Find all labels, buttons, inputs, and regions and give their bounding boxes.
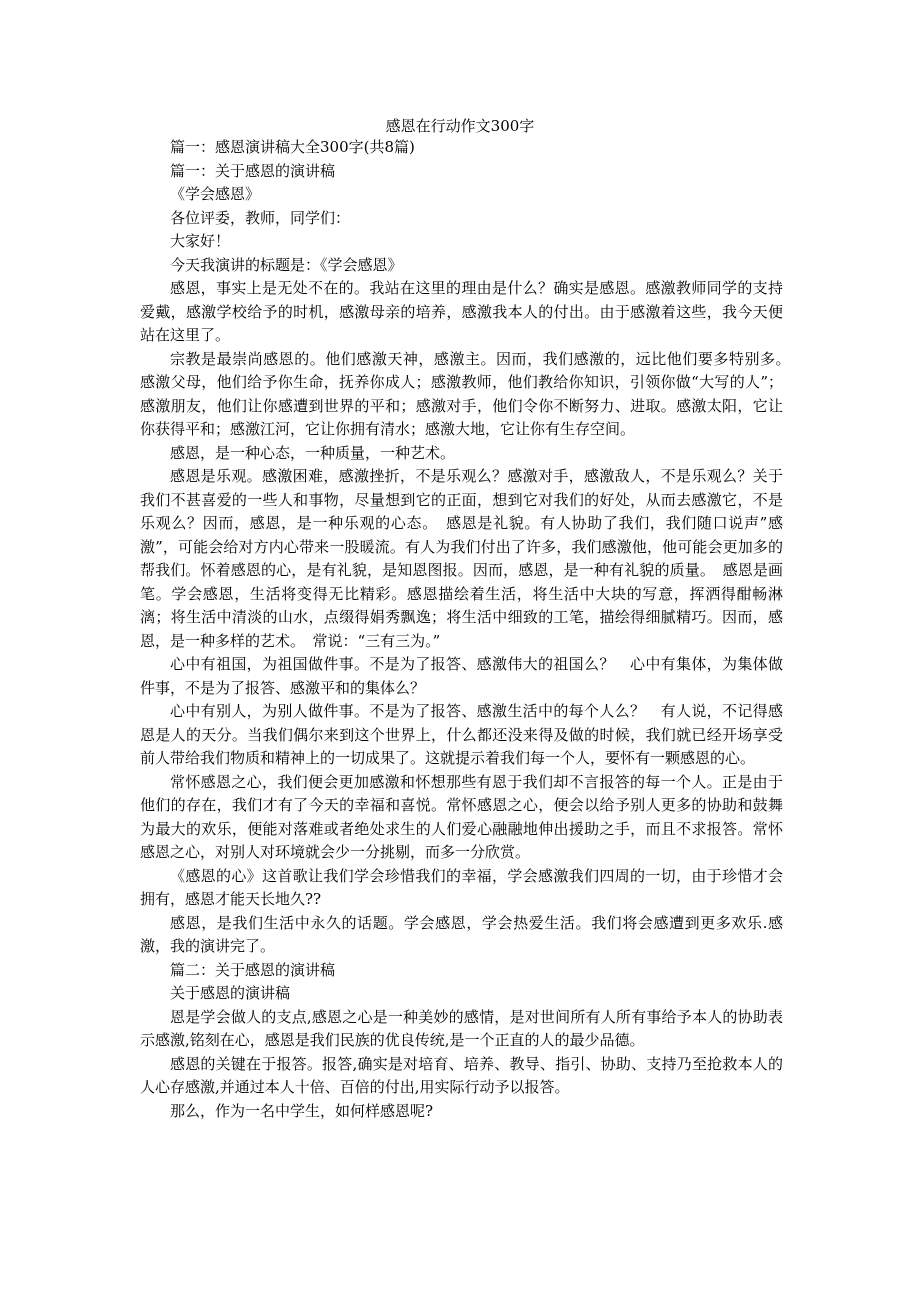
paragraph: 心中有祖国，为祖国做件事。不是为了报答、感激伟大的祖国么？ 心中有集体，为集体做件事，不是为了报答、感激平和的集体么？ (140, 655, 783, 697)
paragraph: 感恩是乐观。感激困难，感激挫折，不是乐观么？感激对手，感激敌人，不是乐观么？关于我们不甚喜爱的一些人和事物，尽量想到它的正面，想到它对我们的好处，从而去感激它，不是乐观么？因而，感恩，是一种乐观的心态。 感恩是礼貌。有人协助了我们，我们随口说声”感激”，可能会给对方内心带来一股暖流。有人为我们付出了许多，我们感激他，他可能会更加多的帮我们。怀着感恩的心，是有礼貌，是知恩图报。因而，感恩，是一种有礼貌的质量。 感恩是画笔。学会感恩，生活将变得无比精彩。感恩描绘着生活，将生活中大块的写意，挥洒得酣畅淋漓；将生活中清淡的山水，点缀得娟秀飘逸；将生活中细致的工笔，描绘得细腻精巧。因而，感恩，是一种多样的艺术。 常说：“三有三为。” (140, 467, 783, 650)
paragraph: 关于感恩的演讲稿 (170, 984, 291, 1002)
paragraph: 大家好！ (170, 232, 231, 250)
paragraph: 心中有别人，为别人做件事。不是为了报答、感激生活中的每个人么？ 有人说，不记得感恩是人的天分。当我们偶尔来到这个世界上，什么都还没来得及做的时候，我们就已经开场享受前人带给我们物质和精神上的一切成果了。这就提示着我们每一个人，要怀有一颗感恩的心。 (140, 702, 783, 767)
paragraph: 篇二：关于感恩的演讲稿 (170, 960, 336, 979)
paragraph: 各位评委，教师，同学们： (170, 208, 351, 227)
document-title: 感恩在行动作文300字 (385, 117, 535, 135)
paragraph: 常怀感恩之心，我们便会更加感激和怀想那些有恩于我们却不言报答的每一个人。正是由于他们的存在，我们才有了今天的幸福和喜悦。常怀感恩之心，便会以给予别人更多的协助和鼓舞为最大的欢乐，便能对落难或者绝处求生的人们爱心融融地伸出援助之手，而且不求报答。常怀感恩之心，对别人对环境就会少一分挑剔，而多一分欣赏。 (140, 772, 783, 861)
paragraph: 《感恩的心》这首歌让我们学会珍惜我们的幸福，学会感激我们四周的一切，由于珍惜才会拥有，感恩才能天长地久?? (140, 866, 783, 908)
paragraph: 恩是学会做人的支点,感恩之心是一种美妙的感情，是对世间所有人所有事给予本人的协助表示感激,铭刻在心，感恩是我们民族的优良传统,是一个正直的人的最少品德。 (140, 1007, 783, 1049)
paragraph: 感恩，事实上是无处不在的。我站在这里的理由是什么？确实是感恩。感激教师同学的支持爱戴，感激学校给予的时机，感激母亲的培养，感激我本人的付出。由于感激着这些，我今天便站在这里了。 (140, 279, 783, 344)
paragraph: 篇一：关于感恩的演讲稿 (170, 161, 336, 180)
paragraph: 《学会感恩》 (170, 185, 261, 203)
paragraph: 感恩的关键在于报答。报答,确实是对培育、培养、教导、指引、协助、支持乃至抢救本人的人心存感激,并通过本人十倍、百倍的付出,用实际行动予以报答。 (140, 1054, 783, 1096)
paragraph: 宗教是最崇尚感恩的。他们感激天神，感激主。因而，我们感激的，远比他们要多特别多。 感激父母，他们给予你生命，抚养你成人；感激教师，他们教给你知识，引领你做“大写的人”；感激朋友，他们让你感遭到世界的平和；感激对手，他们令你不断努力、进取。感激太阳，它让你获得平和；感激江河，它让你拥有清水；感激大地，它让你有生存空间。 (140, 349, 799, 438)
paragraph: 那么，作为一名中学生，如何样感恩呢? (170, 1101, 434, 1120)
paragraph: 感恩，是一种心态，一种质量，一种艺术。 (170, 443, 456, 462)
paragraph: 今天我演讲的标题是：《学会感恩》 (170, 255, 403, 274)
paragraph: 篇一：感恩演讲稿大全300字(共8篇) (170, 138, 415, 156)
document-body (140, 136, 799, 1123)
paragraph: 感恩，是我们生活中永久的话题。学会感恩，学会热爱生活。我们将会感遭到更多欢乐.感激，我的演讲完了。 (140, 913, 783, 955)
